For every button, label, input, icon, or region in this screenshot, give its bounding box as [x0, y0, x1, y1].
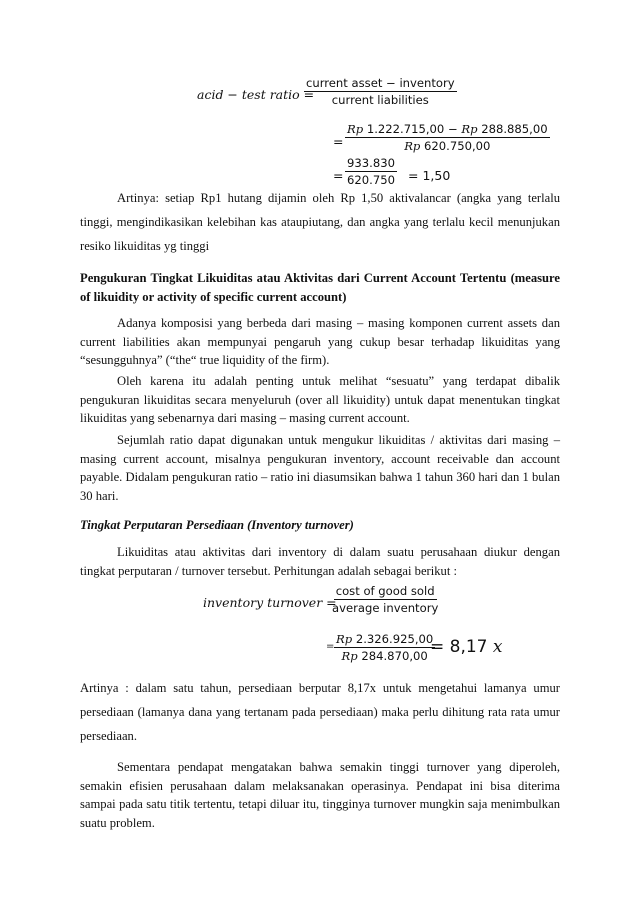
- paragraph: Artinya : dalam satu tahun, persediaan berputar 8,17x untuk mengetahui lamanya umur persediaan (lamanya dana yang tertanam pada persediaan) maka perlu dihitung rata rata umur persediaan.: [80, 681, 560, 743]
- inventory-turnover-denominator: average inventory: [332, 601, 439, 615]
- acid-test-result: = 1,50: [408, 168, 451, 183]
- paragraph: Oleh karena itu adalah penting untuk melihat “sesuatu” yang terdapat dibalik pengukuran likuiditas secara menyeluruh (over all likuidity) untuk dapat menentukan tingkat likuiditas yang sebenarnya dari masing – masing current account.: [80, 374, 560, 425]
- acid-test-values-denominator: Rp 620.750,00: [404, 139, 491, 153]
- inventory-turnover-values-numerator: Rp 2.326.925,00: [336, 632, 434, 646]
- inventory-turnover-numerator: cost of good sold: [335, 584, 435, 598]
- section-heading: Pengukuran Tingkat Likuiditas atau Aktivitas dari Current Account Tertentu (measure of likuidity or activity of specific current account): [80, 271, 560, 304]
- paragraph: Sementara pendapat mengatakan bahwa semakin tinggi turnover yang diperoleh, semakin efisien perusahaan dalam melaksanakan operasinya. Pendapat ini bisa diterima sampai pada satu titik tertentu, tetapi diluar itu, tingginya turnover mungkin saja menimbulkan suatu problem.: [80, 760, 560, 830]
- inventory-turnover-values-fraction: [334, 631, 435, 664]
- paragraph: Artinya: setiap Rp1 hutang dijamin oleh Rp 1,50 aktivalancar (angka yang terlalu tinggi, mengindikasikan kelebihan kas ataupiutang, dan angka yang terlalu kecil menunjukan resiko likuiditas yg tinggi: [80, 191, 560, 253]
- inventory-turnover-fraction: [330, 583, 440, 616]
- acid-test-simplified-numerator: 933.830: [347, 156, 395, 170]
- paragraph: Adanya komposisi yang berbeda dari masing – masing komponen current assets dan current liabilities akan mempunyai pengaruh yang cukup besar terhadap likuiditas yang “sesungguhnya” (“the“ true liquidity of the firm).: [80, 316, 560, 367]
- equals-sign: =: [333, 168, 344, 183]
- inventory-turnover-values-denominator: Rp 284.870,00: [341, 649, 428, 663]
- acid-test-values-numerator: Rp 1.222.715,00 − Rp 288.885,00: [347, 122, 548, 136]
- inventory-turnover-result: = 8,17 x: [430, 637, 503, 657]
- acid-test-denominator: current liabilities: [331, 93, 429, 107]
- equals-sign: =: [333, 134, 344, 149]
- acid-test-values-fraction: [345, 121, 550, 154]
- acid-test-simplified-fraction: [345, 155, 397, 188]
- acid-test-label: acid − test ratio =: [197, 87, 315, 102]
- subsection-heading: Tingkat Perputaran Persediaan (Inventory turnover): [80, 518, 354, 532]
- equals-sign: =: [326, 641, 335, 652]
- inventory-turnover-label: inventory turnover =: [203, 595, 337, 610]
- acid-test-fraction: [304, 75, 457, 108]
- acid-test-numerator: current asset − inventory: [306, 76, 455, 90]
- acid-test-simplified-denominator: 620.750: [347, 173, 395, 187]
- paragraph: Likuiditas atau aktivitas dari inventory di dalam suatu perusahaan diukur dengan tingkat perputaran / turnover tersebut. Perhitungan adalah sebagai berikut :: [80, 545, 560, 578]
- paragraph: Sejumlah ratio dapat digunakan untuk mengukur likuiditas / aktivitas dari masing – masing current account, misalnya pengukuran inventory, account receivable dan account payable. Didalam pengukuran ratio – ratio ini diasumsikan bahwa 1 tahun 360 hari dan 1 bulan 30 hari.: [80, 433, 560, 503]
